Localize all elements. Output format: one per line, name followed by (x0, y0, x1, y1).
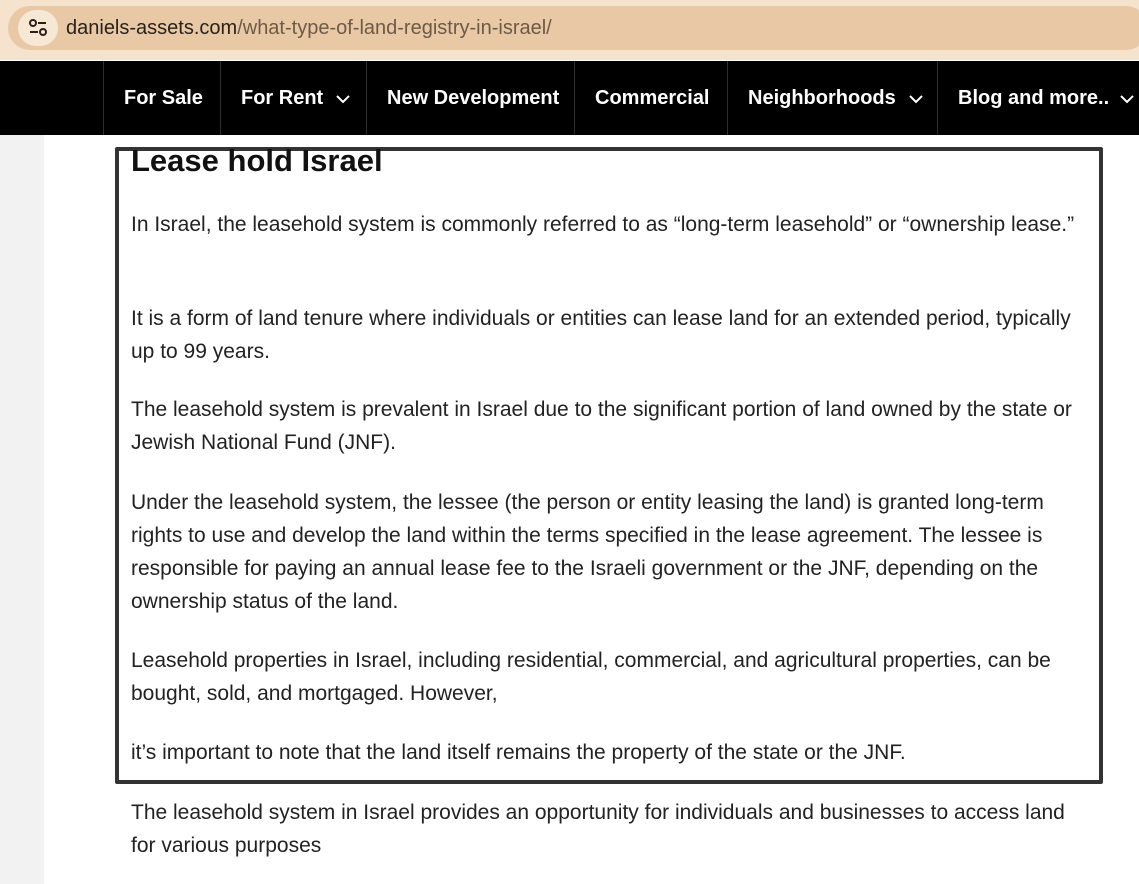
url-domain: daniels-assets.com (66, 17, 238, 39)
article-paragraph: It is a form of land tenure where individuals or entities can lease land for an extended period, typically up to 99 years. (131, 307, 1071, 363)
nav-item-new-development[interactable] (366, 61, 574, 135)
section-heading: Lease hold Israel (131, 143, 383, 178)
chevron-down-icon (908, 87, 924, 110)
main-navigation (0, 61, 1139, 135)
nav-item-commercial[interactable] (574, 61, 727, 135)
article-paragraph: Under the leasehold system, the lessee (the person or entity leasing the land) is granted long-term rights to use and develop the land within the terms specified in the lease agreement. The lessee is responsible for paying an annual lease fee to the Israeli government or the JNF, depending on the ownership status of the land. (131, 491, 1044, 613)
nav-item-label: New Development (387, 86, 560, 109)
nav-item-label: For Rent (241, 86, 324, 109)
chevron-down-icon (335, 87, 351, 110)
article-paragraph: The leasehold system in Israel provides an opportunity for individuals and businesses to access land for various purposes (131, 801, 1065, 857)
tune-icon[interactable] (18, 10, 58, 46)
nav-item-label: Neighborhoods (748, 86, 896, 109)
article-paragraph: The leasehold system is prevalent in Israel due to the significant portion of land owned by the state or Jewish National Fund (JNF). (131, 398, 1072, 454)
page-gutter (0, 135, 44, 884)
nav-item-label: Blog and more.. (958, 86, 1110, 109)
article-paragraph: it’s important to note that the land itself remains the property of the state or the JNF. (131, 741, 906, 764)
nav-item-label: Commercial (595, 86, 710, 109)
nav-item-for-rent[interactable] (220, 61, 366, 135)
nav-item-label: For Sale (124, 86, 203, 109)
chevron-down-icon (1119, 87, 1135, 110)
nav-item-neighborhoods[interactable] (727, 61, 937, 135)
article-paragraph: In Israel, the leasehold system is commonly referred to as “long-term leasehold” or “ownership lease.” (131, 213, 1075, 236)
nav-item-blog-and-more[interactable] (937, 61, 1139, 135)
nav-item-for-sale[interactable] (103, 61, 220, 135)
url-path: /what-type-of-land-registry-in-israel/ (237, 17, 552, 39)
url-text[interactable] (66, 15, 552, 41)
article-paragraph: Leasehold properties in Israel, including residential, commercial, and agricultural properties, can be bought, sold, and mortgaged. However, (131, 649, 1051, 705)
browser-address-bar (0, 0, 1139, 60)
